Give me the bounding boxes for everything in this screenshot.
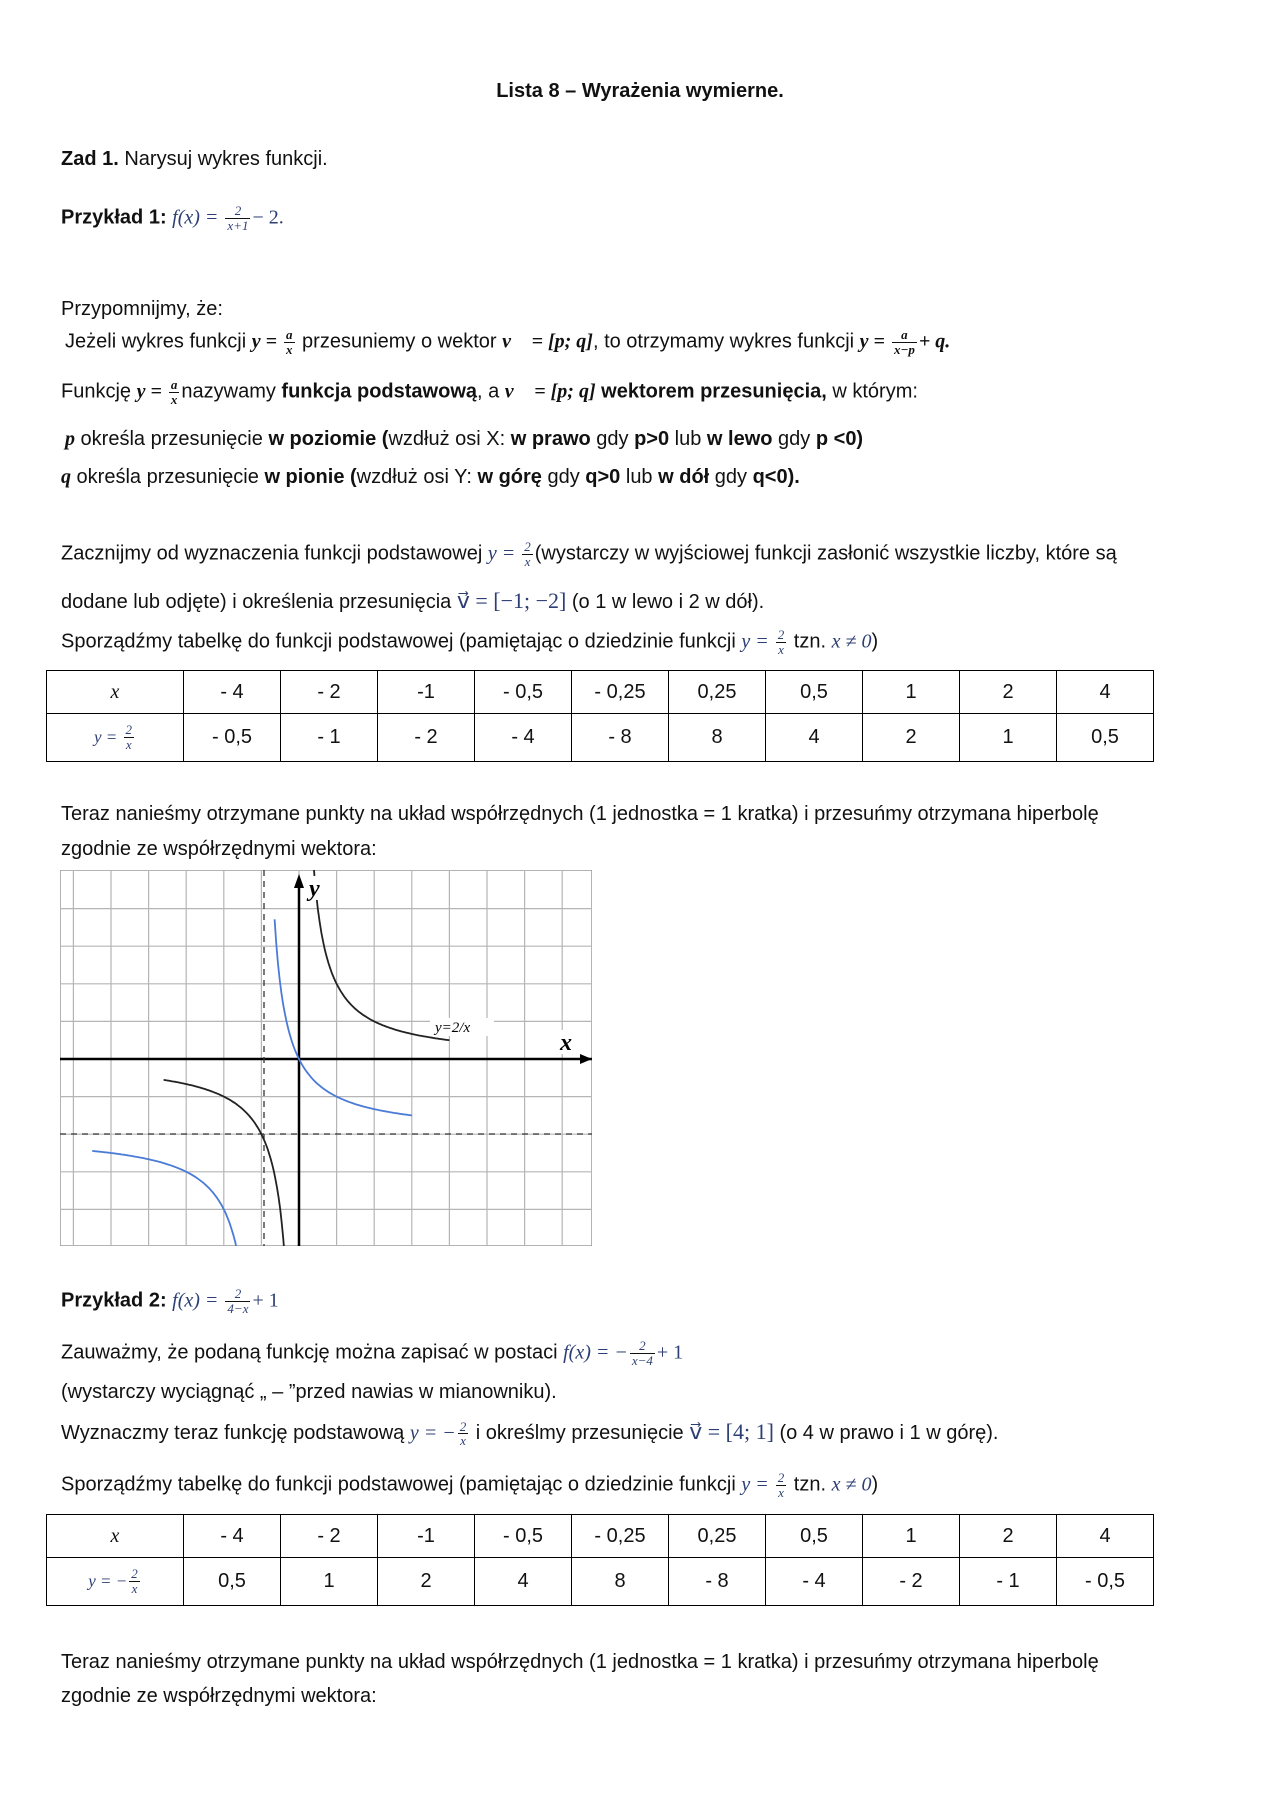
table1-y-header: y = $\frac{2}{x}$	[47, 714, 184, 762]
table-cell: - 8	[572, 714, 669, 762]
table-cell: - 1	[281, 714, 378, 762]
example2-line-4: Sporządźmy tabelkę do funkcji podstawowej (pamiętając o dziedzinie funkcji y = $\frac{2}{x}$ tzn. x ≠ 0)	[61, 1470, 879, 1500]
ex1-paragraph-line-3: Sporządźmy tabelkę do funkcji podstawowej (pamiętając o dziedzinie funkcji y = $\frac{2}{x}$ tzn. x ≠ 0)	[61, 627, 879, 657]
table-cell: - 4	[475, 714, 572, 762]
table-cell: - 2	[281, 1515, 378, 1558]
table-cell: 2	[378, 1558, 475, 1606]
table-cell: - 8	[669, 1558, 766, 1606]
curve-label: y=2/x	[435, 1020, 471, 1036]
example1-line	[61, 204, 284, 232]
example2-line-1: Zauważmy, że podaną funkcję można zapisać w postaci f(x) = − $\frac{2}{x-4}$ + 1	[61, 1338, 684, 1368]
table-cell: -1	[378, 671, 475, 714]
table-cell: 0,5	[184, 1558, 281, 1606]
example1-formula-tail: − 2.	[252, 206, 284, 229]
intro-line-2: Jeżeli wykres funkcji y = $\frac{a}{x}$ przesuniemy o wektor v⃗ = [p; q], to otrzymamy wykres funkcji y = $\frac{a}{x-p}$ + q.	[65, 327, 951, 357]
table-cell: 8	[669, 714, 766, 762]
table-cell: 2	[960, 1515, 1057, 1558]
after1-line-1: Teraz nanieśmy otrzymane punkty na układ współrzędnych (1 jednostka = 1 kratka) i przesuńmy otrzymana hiperbolę	[61, 803, 1099, 825]
example2-line: Przykład 2: f(x) = $\frac{2}{4-x}$ + 1	[61, 1286, 279, 1316]
y-axis-label: y	[309, 876, 320, 902]
table-row	[47, 1515, 1154, 1558]
example2-fraction: $\frac{2}{4-x}$	[227, 1286, 249, 1316]
table-cell: 1	[960, 714, 1057, 762]
table2-y-header: y = − $\frac{2}{x}$	[47, 1558, 184, 1606]
page-title: Lista 8 – Wyrażenia wymierne.	[496, 80, 784, 102]
intro-line-3: Funkcję y = $\frac{a}{x}$ nazywamy funkcja podstawową, a v⃗ = [p; q] wektorem przesunięcia, w którym:	[61, 377, 918, 407]
table-cell: 0,5	[766, 1515, 863, 1558]
intro-line-4: p określa przesunięcie w poziomie (wzdłuż osi X: w prawo gdy p>0 lub w lewo gdy p <0)	[65, 428, 864, 450]
x-axis-label: x	[560, 1030, 572, 1056]
values-table-2	[46, 1514, 1154, 1606]
table-cell: 1	[281, 1558, 378, 1606]
table-cell: - 1	[960, 1558, 1057, 1606]
table-cell: 4	[475, 1558, 572, 1606]
task1-text: Narysuj wykres funkcji.	[124, 148, 328, 170]
table-cell: - 4	[184, 671, 281, 714]
table-cell: 1	[863, 671, 960, 714]
example2-label: Przykład 2:	[61, 1289, 167, 1312]
table-cell: - 0,5	[1057, 1558, 1154, 1606]
example1-fraction: $\frac{2}{x+1}$	[227, 203, 249, 233]
table-cell: 4	[1057, 1515, 1154, 1558]
table-cell: - 0,5	[475, 671, 572, 714]
table-cell: 1	[863, 1515, 960, 1558]
table1-x-header: x	[47, 671, 184, 714]
table-cell: - 0,25	[572, 1515, 669, 1558]
table-cell: - 2	[378, 714, 475, 762]
example2-line-2: (wystarczy wyciągnąć „ – ”przed nawias w mianowniku).	[61, 1381, 557, 1403]
table-cell: 0,5	[1057, 714, 1154, 762]
task1-label: Zad 1.	[61, 148, 119, 170]
table-cell: - 2	[281, 671, 378, 714]
table-row	[47, 671, 1154, 714]
values-table-1	[46, 670, 1154, 762]
table-cell: - 0,5	[475, 1515, 572, 1558]
table-cell: - 0,25	[572, 671, 669, 714]
table-cell: -1	[378, 1515, 475, 1558]
table-cell: 0,25	[669, 1515, 766, 1558]
after1-line-2: zgodnie ze współrzędnymi wektora:	[61, 838, 377, 860]
table-cell: 4	[766, 714, 863, 762]
ex1-paragraph-line-1: Zacznijmy od wyznaczenia funkcji podstawowej y = $\frac{2}{x}$ (wystarczy w wyjściowej funkcji zasłonić wszystkie liczby, które są	[61, 539, 1117, 569]
table-cell: 0,5	[766, 671, 863, 714]
table-cell: - 4	[766, 1558, 863, 1606]
example1-label: Przykład 1:	[61, 206, 167, 229]
table-cell: - 2	[863, 1558, 960, 1606]
ex1-paragraph-line-2: dodane lub odjęte) i określenia przesunięcia v⃗ = [−1; −2] (o 1 w lewo i 2 w dół).	[61, 588, 765, 613]
task1-line	[61, 148, 328, 171]
table-cell: 2	[863, 714, 960, 762]
table-cell: 4	[1057, 671, 1154, 714]
intro-line-5: q określa przesunięcie w pionie (wzdłuż osi Y: w górę gdy q>0 lub w dół gdy q<0).	[61, 466, 800, 488]
table-row	[47, 714, 1154, 762]
table-cell: - 4	[184, 1515, 281, 1558]
after2-line-1: Teraz nanieśmy otrzymane punkty na układ współrzędnych (1 jednostka = 1 kratka) i przesuńmy otrzymana hiperbolę	[61, 1651, 1099, 1673]
table2-x-header: x	[47, 1515, 184, 1558]
recall-line: Przypomnijmy, że:	[61, 298, 223, 320]
example1-formula-lhs: f(x) =	[172, 206, 224, 229]
table-cell: 2	[960, 671, 1057, 714]
hyperbola-graph	[60, 870, 592, 1246]
table-cell: 0,25	[669, 671, 766, 714]
after2-line-2: zgodnie ze współrzędnymi wektora:	[61, 1685, 377, 1707]
table-row	[47, 1558, 1154, 1606]
table-cell: 8	[572, 1558, 669, 1606]
table-cell: - 0,5	[184, 714, 281, 762]
example2-line-3: Wyznaczmy teraz funkcję podstawową y = − $\frac{2}{x}$ i określmy przesunięcie v⃗ = [4; 1] (o 4 w prawo i 1 w górę).	[61, 1418, 999, 1449]
